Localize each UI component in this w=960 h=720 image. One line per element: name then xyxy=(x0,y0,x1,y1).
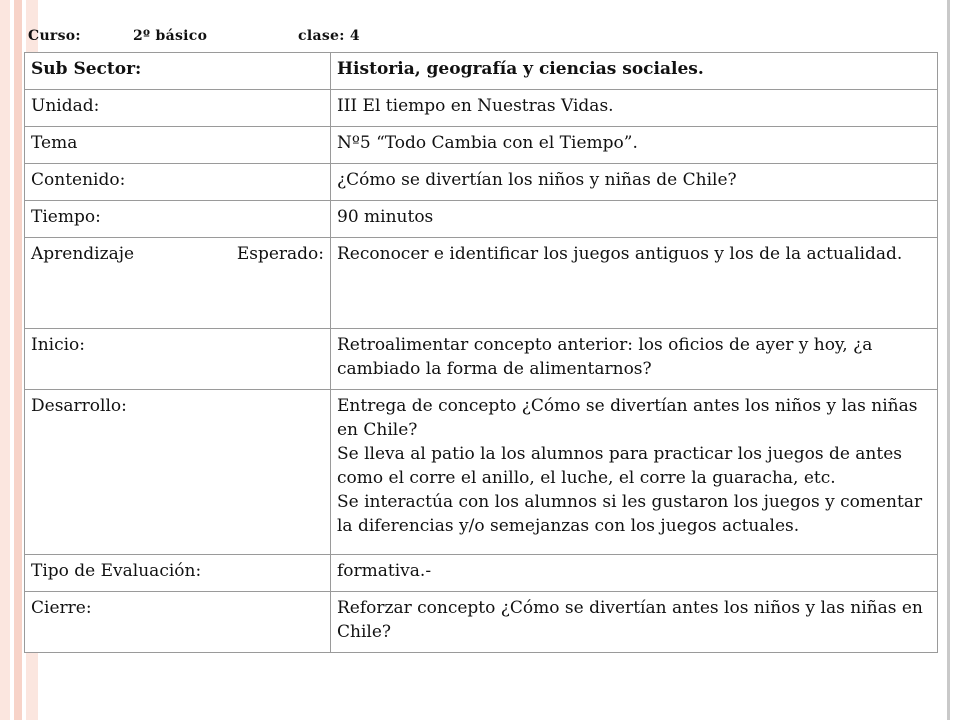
lesson-plan-table xyxy=(24,52,938,653)
decorative-right-rule xyxy=(947,0,950,720)
cierre-label: Cierre: xyxy=(25,592,331,653)
cierre-value: Reforzar concepto ¿Cómo se divertían antes los niños y las niñas en Chile? xyxy=(331,592,938,653)
subsector-label: Sub Sector: xyxy=(25,53,331,90)
desarrollo-paragraph: Entrega de concepto ¿Cómo se divertían antes los niños y las niñas en Chile? xyxy=(337,396,918,440)
contenido-value: ¿Cómo se divertían los niños y niñas de Chile? xyxy=(331,164,938,201)
evaluacion-label: Tipo de Evaluación: xyxy=(25,555,331,592)
tiempo-label: Tiempo: xyxy=(25,201,331,238)
row-contenido xyxy=(25,164,938,201)
desarrollo-value xyxy=(331,390,938,555)
row-unidad xyxy=(25,90,938,127)
curso-value: 2º básico xyxy=(133,28,208,44)
esperado-label: Esperado: xyxy=(236,244,324,264)
row-cierre xyxy=(25,592,938,653)
clase-label: clase: 4 xyxy=(298,28,360,44)
row-tiempo xyxy=(25,201,938,238)
evaluacion-value: formativa.- xyxy=(331,555,938,592)
curso-label: Curso: xyxy=(28,28,81,44)
aprendizaje-label: Aprendizaje xyxy=(31,244,135,264)
aprendizaje-label-cell xyxy=(25,238,331,329)
tema-value: Nº5 “Todo Cambia con el Tiempo”. xyxy=(331,127,938,164)
contenido-label: Contenido: xyxy=(25,164,331,201)
course-header xyxy=(28,28,360,44)
desarrollo-paragraph: Se lleva al patio la los alumnos para practicar los juegos de antes como el corre el anillo, el luche, el corre la guaracha, etc. xyxy=(337,444,902,488)
unidad-label: Unidad: xyxy=(25,90,331,127)
row-aprendizaje xyxy=(25,238,938,329)
tiempo-value: 90 minutos xyxy=(331,201,938,238)
unidad-value: III El tiempo en Nuestras Vidas. xyxy=(331,90,938,127)
row-tema xyxy=(25,127,938,164)
row-desarrollo xyxy=(25,390,938,555)
desarrollo-label: Desarrollo: xyxy=(25,390,331,555)
aprendizaje-value: Reconocer e identificar los juegos antiguos y los de la actualidad. xyxy=(331,238,938,329)
row-subsector xyxy=(25,53,938,90)
inicio-value: Retroalimentar concepto anterior: los oficios de ayer y hoy, ¿a cambiado la forma de alimentarnos? xyxy=(331,329,938,390)
inicio-label: Inicio: xyxy=(25,329,331,390)
tema-label: Tema xyxy=(25,127,331,164)
row-evaluacion xyxy=(25,555,938,592)
row-inicio xyxy=(25,329,938,390)
desarrollo-paragraph: Se interactúa con los alumnos si les gustaron los juegos y comentar la diferencias y/o semejanzas con los juegos actuales. xyxy=(337,492,923,536)
subsector-value: Historia, geografía y ciencias sociales. xyxy=(331,53,938,90)
